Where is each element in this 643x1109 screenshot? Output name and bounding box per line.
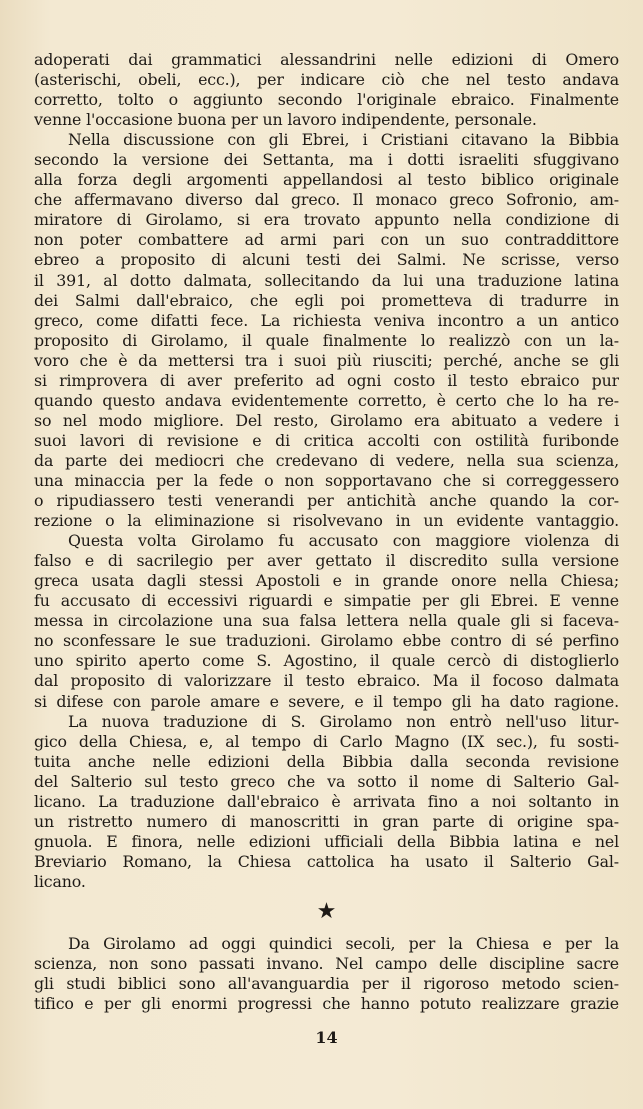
text-line: La nuova traduzione di S. Girolamo non entrò nell'uso litur- — [68, 711, 619, 731]
text-line: tifico e per gli enormi progressi che hanno potuto realizzare grazie — [34, 994, 619, 1014]
text-line: alla forza degli argomenti appellandosi al testo biblico originale — [34, 170, 619, 190]
paragraph — [34, 934, 619, 1014]
text-line: Da Girolamo ad oggi quindici secoli, per la Chiesa e per la — [68, 933, 619, 953]
text-line: uno spirito aperto come S. Agostino, il quale cercò di distoglierlo — [34, 651, 619, 671]
text-line: dei Salmi dall'ebraico, che egli poi prometteva di tradurre in — [34, 290, 619, 310]
text-line: si rimprovera di aver preferito ad ogni costo il testo ebraico pur — [34, 370, 619, 390]
text-line: messa in circolazione una sua falsa lettera nella quale gli si faceva- — [34, 611, 619, 631]
text-line: che affermavano diverso dal greco. Il monaco greco Sofronio, am- — [34, 190, 619, 210]
text-line: gli studi biblici sono all'avanguardia per il rigoroso metodo scien- — [34, 974, 619, 994]
paragraph — [34, 130, 619, 531]
text-line: gico della Chiesa, e, al tempo di Carlo Magno (IX sec.), fu sosti- — [34, 731, 619, 751]
text-line: licano. La traduzione dall'ebraico è arrivata fino a noi soltanto in — [34, 791, 619, 811]
text-line: corretto, tolto o aggiunto secondo l'originale ebraico. Finalmente — [34, 90, 619, 110]
text-line: so nel modo migliore. Del resto, Girolamo era abituato a vedere i — [34, 410, 619, 430]
text-line: (asterischi, obeli, ecc.), per indicare ciò che nel testo andava — [34, 70, 619, 90]
text-line: Nella discussione con gli Ebrei, i Cristiani citavano la Bibbia — [68, 130, 619, 150]
text-line: Breviario Romano, la Chiesa cattolica ha usato il Salterio Gal- — [34, 851, 619, 871]
text-line: si difese con parole amare e severe, e il tempo gli ha dato ragione. — [34, 691, 619, 711]
text-line: scienza, non sono passati invano. Nel campo delle discipline sacre — [34, 954, 619, 974]
text-line: licano. — [34, 871, 86, 891]
text-line: Questa volta Girolamo fu accusato con maggiore violenza di — [68, 531, 619, 551]
text-line: tuita anche nelle edizioni della Bibbia dalla seconda revisione — [34, 751, 619, 771]
text-line: no sconfessare le sue traduzioni. Girolamo ebbe contro di sé perfino — [34, 631, 619, 651]
text-line: ebreo a proposito di alcuni testi dei Salmi. Ne scrisse, verso — [34, 250, 619, 270]
text-line: dal proposito di valorizzare il testo ebraico. Ma il focoso dalmata — [34, 671, 619, 691]
text-line: venne l'occasione buona per un lavoro indipendente, personale. — [34, 110, 537, 130]
text-line: un ristretto numero di manoscritti in gran parte di origine spa- — [34, 811, 619, 831]
paragraph — [34, 531, 619, 711]
text-line: il 391, al dotto dalmata, sollecitando da lui una traduzione latina — [34, 270, 619, 290]
text-line: voro che è da mettersi tra i suoi più riusciti; perché, anche se gli — [34, 350, 619, 370]
text-line: suoi lavori di revisione e di critica accolti con ostilità furibonde — [34, 430, 619, 450]
text-line: greco, come difatti fece. La richiesta veniva incontro a un antico — [34, 310, 619, 330]
text-line: adoperati dai grammatici alessandrini nelle edizioni di Omero — [34, 50, 619, 69]
text-line: secondo la versione dei Settanta, ma i dotti israeliti sfuggivano — [34, 150, 619, 170]
text-line: o ripudiassero testi venerandi per antichità anche quando la cor- — [34, 491, 619, 511]
text-line: miratore di Girolamo, si era trovato appunto nella condizione di — [34, 210, 619, 230]
paragraph — [34, 712, 619, 892]
body-text — [34, 50, 619, 1048]
text-line: gnuola. E finora, nelle edizioni ufficiali della Bibbia latina e nel — [34, 831, 619, 851]
text-line: falso e di sacrilegio per aver gettato il discredito sulla versione — [34, 551, 619, 571]
text-line: fu accusato di eccessivi riguardi e simpatie per gli Ebrei. E venne — [34, 591, 619, 611]
paragraph — [34, 50, 619, 130]
text-line: non poter combattere ad armi pari con un suo contraddittore — [34, 230, 619, 250]
page-number: 14 — [315, 1028, 338, 1048]
text-line: del Salterio sul testo greco che va sotto il nome di Salterio Gal- — [34, 771, 619, 791]
text-line: da parte dei mediocri che credevano di vedere, nella sua scienza, — [34, 450, 619, 470]
text-line: una minaccia per la fede o non sopportavano che si correggessero — [34, 470, 619, 490]
section-separator-star-icon: ★ — [316, 898, 337, 924]
text-line: proposito di Girolamo, il quale finalmente lo realizzò con un la- — [34, 330, 619, 350]
text-line: greca usata dagli stessi Apostoli e in grande onore nella Chiesa; — [34, 571, 619, 591]
text-line: quando questo andava evidentemente corretto, è certo che lo ha re- — [34, 390, 619, 410]
text-line: rezione o la eliminazione si risolvevano in un evidente vantaggio. — [34, 511, 619, 531]
